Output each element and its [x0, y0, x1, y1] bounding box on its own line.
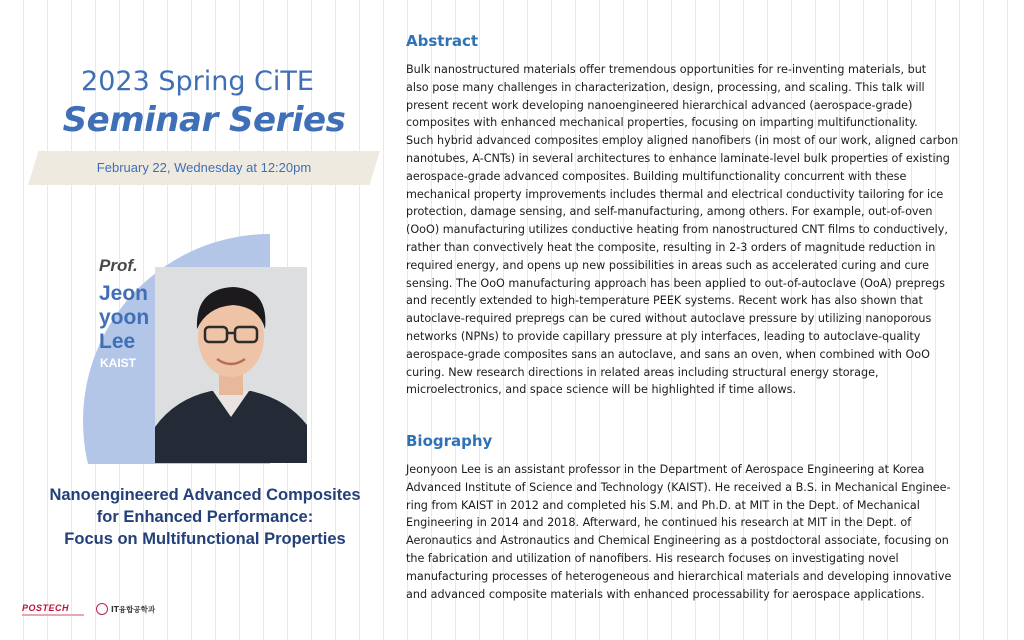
- seal-icon: [96, 603, 108, 615]
- speaker-name-line-1: Jeon: [99, 282, 149, 305]
- abstract-line: mechanical property improvements includes thermal and electrical conductivity tailoring for ice: [406, 187, 944, 201]
- speaker-prefix: Prof.: [99, 256, 138, 275]
- biography-line: manufacturing processes of heterogeneous and hierarchical materials and developing innovative: [406, 569, 952, 583]
- abstract-line: networks (NPNs) to provide capillary pressure at ply interfaces, leading to autoclave-quality: [406, 329, 921, 343]
- abstract-body: [406, 61, 992, 399]
- series-title: Seminar Series: [62, 100, 346, 140]
- abstract-line: (OoO) manufacturing utilizes conductive heating from nanostructured CNT films to conductively,: [406, 223, 948, 237]
- postech-logo: POSTECH: [22, 603, 70, 613]
- biography-line: Advanced Institute of Science and Technology (KAIST). He received a B.S. in Mechanical Enginee-: [406, 480, 951, 494]
- abstract-line: present recent work developing nanoengineered hierarchical advanced (aerospace-grade): [406, 98, 913, 112]
- talk-title-line-3: Focus on Multifunctional Properties: [64, 530, 346, 548]
- abstract-line: sensing. The OoO manufacturing approach has been applied to out-of-autoclave (OoA) prepregs: [406, 276, 945, 290]
- biography-line: ring from KAIST in 2012 and completed his S.M. and Ph.D. at MIT in the Dept. of Mechanical: [406, 498, 920, 512]
- event-date: February 22, Wednesday at 12:20pm: [96, 160, 312, 175]
- it-dept-logo-text: IT융합공학과: [111, 604, 156, 614]
- abstract-line: aerospace-grade advanced composites. Building multifunctionality concurrent with these: [406, 169, 907, 183]
- abstract-line: nanotubes, A-CNTs) in several architectures to enhance laminate-level bulk properties of existing: [406, 151, 950, 165]
- it-dept-logo: [96, 603, 155, 615]
- abstract-line: rather than convectively heat the composite, resulting in 2-3 orders of magnitude reduction in: [406, 240, 936, 254]
- abstract-line: autoclave-required prepregs can be cured without autoclave pressure by utilizing nanoporous: [406, 312, 932, 326]
- biography-body: [406, 461, 992, 603]
- abstract-line: aerospace-grade composites sans an autoclave, and sans an oven, when combined with OoO: [406, 347, 930, 361]
- biography-line: and advanced composite materials with enhanced processability for aerospace applications.: [406, 587, 925, 601]
- talk-title-line-2: for Enhanced Performance:: [96, 508, 314, 526]
- biography-line: Engineering in 2014 and 2018. Afterward, he continued his research at MIT in the Dept. of: [406, 516, 912, 530]
- postech-logo-underline: [22, 614, 84, 616]
- talk-title: [10, 484, 400, 550]
- biography-heading: Biography: [406, 432, 493, 450]
- talk-title-line-1: Nanoengineered Advanced Composites: [49, 486, 361, 504]
- speaker-affiliation: KAIST: [100, 356, 136, 370]
- abstract-line: and recently extended to high-temperature PEEK systems. Recent work has also shown that: [406, 294, 923, 308]
- speaker-photo: [155, 267, 307, 463]
- abstract-line: curing. New research directions in related areas including structural energy storage,: [406, 365, 879, 379]
- biography-line: Jeonyoon Lee is an assistant professor in the Department of Aerospace Engineering at Korea: [406, 463, 925, 476]
- abstract-line: also pose many challenges in characterization, design, processing, and scaling. This talk will: [406, 80, 925, 94]
- abstract-line: protection, damage sensing, and self-manufacturing, among others. For example, out-of-oven: [406, 205, 933, 219]
- abstract-line: composites with enhanced mechanical properties, focusing on imparting multifunctionality.: [406, 116, 918, 130]
- abstract-line: microelectronics, and space science will be highlighted if time allows.: [406, 383, 797, 397]
- abstract-heading: Abstract: [406, 32, 479, 50]
- abstract-line: Bulk nanostructured materials offer tremendous opportunities for re-inventing materials, but: [406, 63, 927, 76]
- abstract-line: required energy, and opens up new possibilities in areas such as accelerated curing and cure: [406, 258, 929, 272]
- abstract-line: Such hybrid advanced composites employ aligned nanofibers (in most of our work, aligned carbon: [406, 134, 959, 148]
- speaker-name-line-3: Lee: [99, 330, 136, 353]
- speaker-portrait-icon: [155, 267, 307, 463]
- poster-left-panel: [0, 0, 395, 640]
- biography-line: the fabrication and utilization of nanofibers. His research focuses on investigating novel: [406, 551, 899, 565]
- series-year-line: 2023 Spring CiTE: [81, 66, 314, 97]
- biography-line: Aeronautics and Astronautics and Chemical Engineering as a postdoctoral associate, focusing on: [406, 534, 949, 548]
- speaker-name-line-2: yoon: [99, 306, 150, 329]
